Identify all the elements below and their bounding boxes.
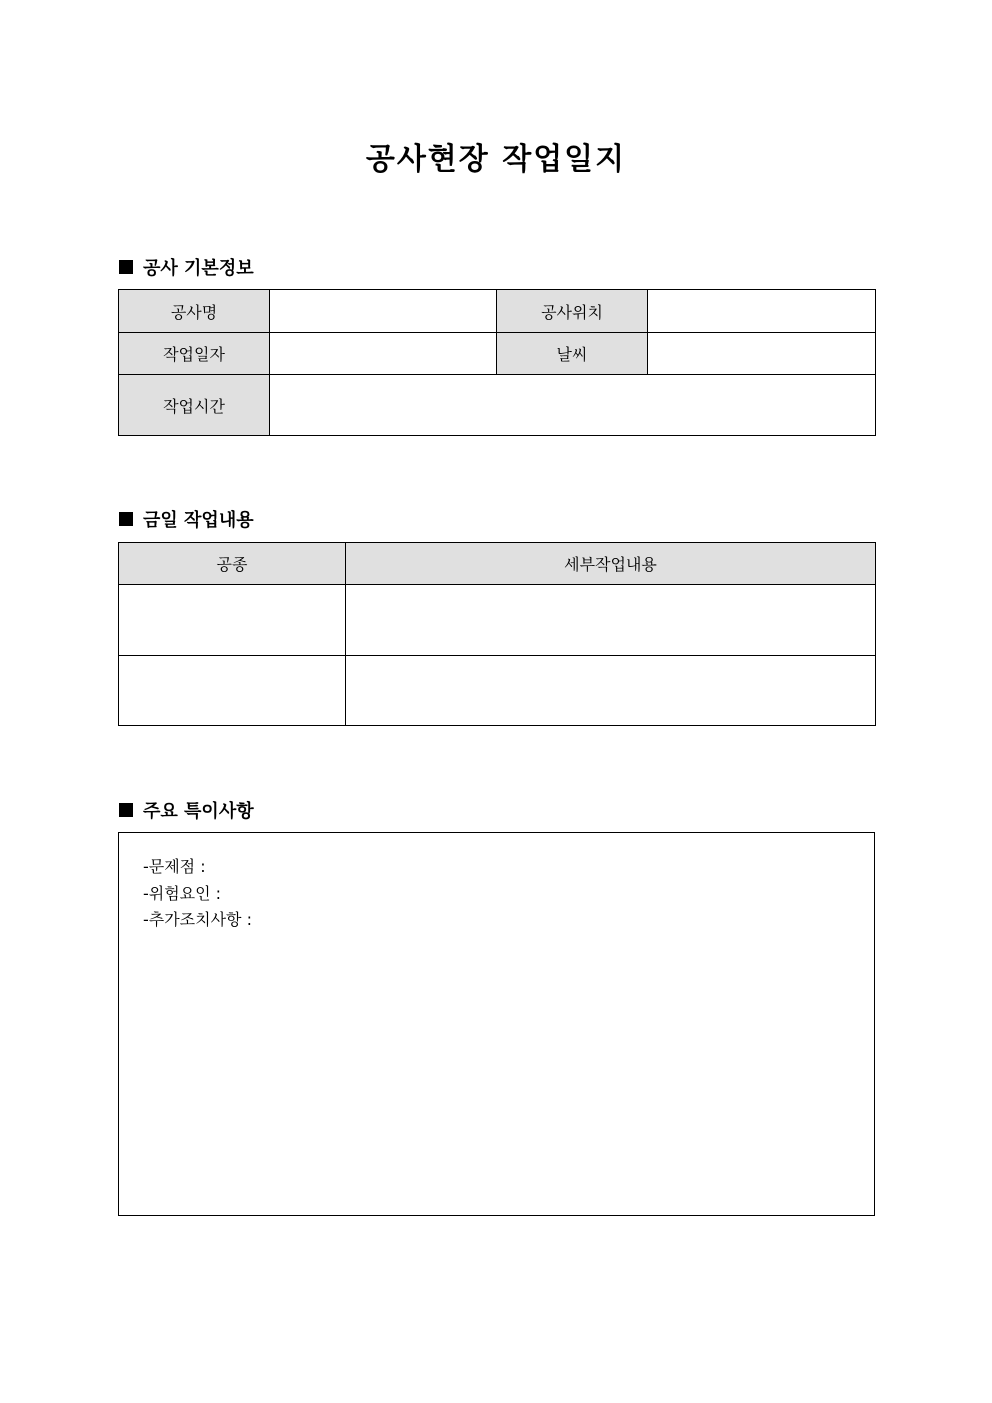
column-header-trade: 공종 — [119, 543, 346, 585]
section-title: 공사 기본정보 — [143, 258, 254, 279]
label-weather: 날씨 — [497, 333, 648, 375]
note-problems: -문제점 : — [143, 857, 206, 876]
column-header-detail: 세부작업내용 — [346, 543, 876, 585]
project-location-field[interactable] — [648, 290, 876, 333]
label-project-name: 공사명 — [119, 290, 270, 333]
project-name-field[interactable] — [270, 290, 497, 333]
trade-cell[interactable] — [119, 656, 346, 726]
label-work-date: 작업일자 — [119, 333, 270, 375]
page-title: 공사현장 작업일지 — [365, 142, 627, 177]
basic-info-table — [118, 289, 876, 436]
square-bullet-icon — [119, 512, 133, 526]
work-hours-field[interactable] — [270, 375, 876, 436]
detail-cell[interactable] — [346, 656, 876, 726]
note-additional-actions: -추가조치사항 : — [143, 910, 252, 929]
table-row — [119, 290, 876, 333]
section-heading-notes — [119, 797, 254, 823]
today-work-table — [118, 542, 876, 726]
square-bullet-icon — [119, 260, 133, 274]
square-bullet-icon — [119, 803, 133, 817]
notes-box[interactable] — [118, 832, 875, 1216]
table-row — [119, 333, 876, 375]
detail-cell[interactable] — [346, 585, 876, 656]
label-work-hours: 작업시간 — [119, 375, 270, 436]
section-heading-today-work — [119, 506, 254, 532]
table-header-row — [119, 543, 876, 585]
trade-cell[interactable] — [119, 585, 346, 656]
section-heading-basic-info — [119, 254, 254, 280]
work-date-field[interactable] — [270, 333, 497, 375]
section-title: 금일 작업내용 — [143, 510, 254, 531]
table-row — [119, 585, 876, 656]
section-title: 주요 특이사항 — [143, 801, 254, 822]
note-risk-factors: -위험요인 : — [143, 884, 222, 903]
table-row — [119, 375, 876, 436]
table-row — [119, 656, 876, 726]
label-project-location: 공사위치 — [497, 290, 648, 333]
weather-field[interactable] — [648, 333, 876, 375]
